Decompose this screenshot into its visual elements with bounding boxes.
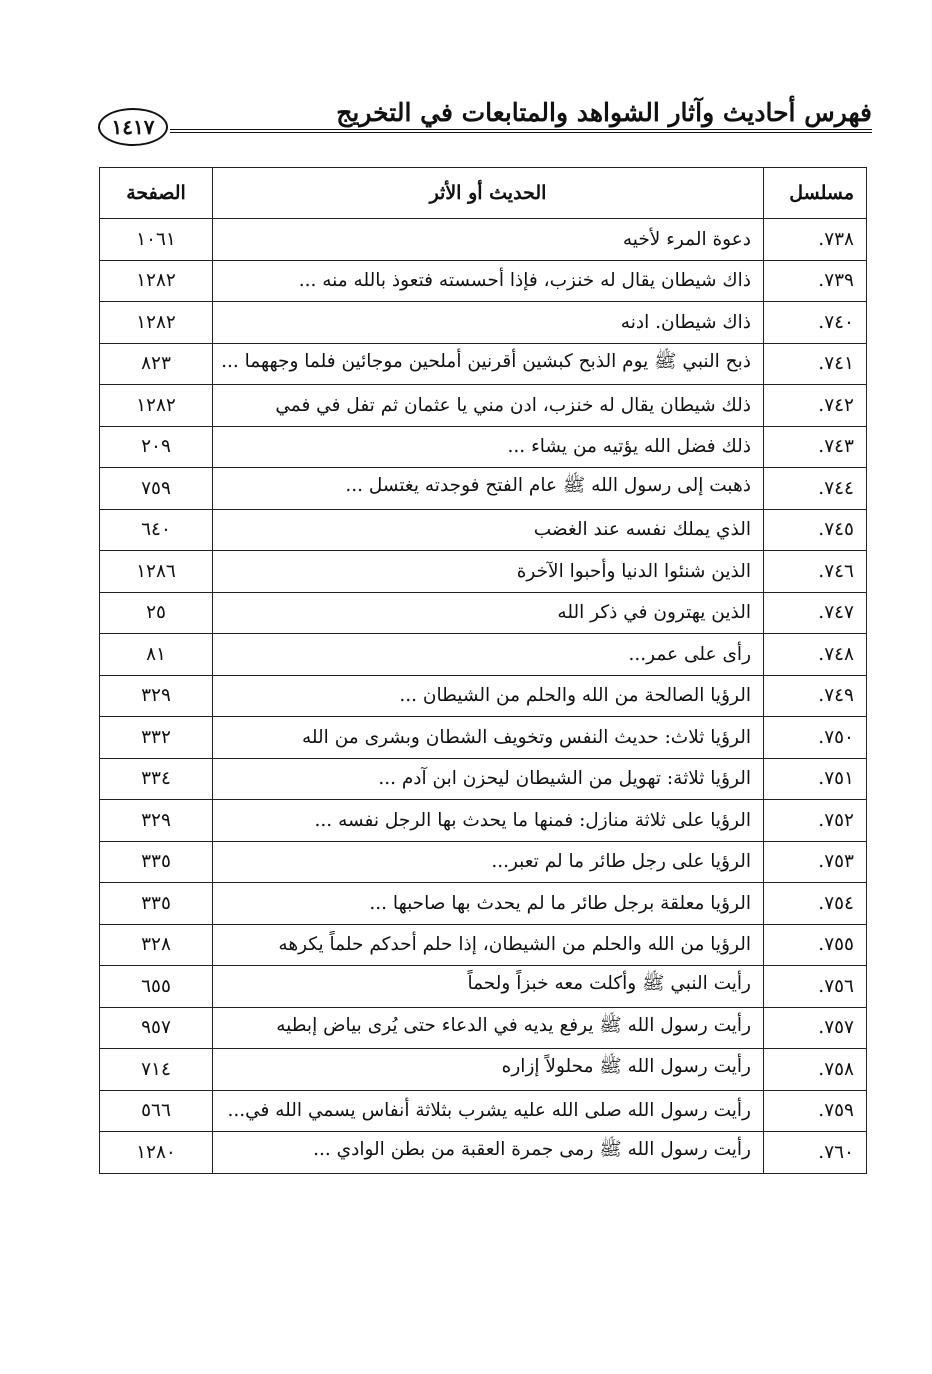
table-row (100, 1132, 867, 1174)
row-serial: ٧٤٢. (764, 385, 867, 427)
row-text: ذلك فضل الله يؤتيه من يشاء ... (213, 426, 764, 468)
row-page-number: ٣٢٨ (100, 924, 213, 966)
row-text: ذبح النبي ﷺ يوم الذبح كبشين أقرنين أملحين موجائين فلما وجههما ... (213, 343, 764, 385)
table-row (100, 634, 867, 676)
table-row (100, 758, 867, 800)
row-text: ذلك شيطان يقال له خنزب، ادن مني يا عثمان ثم تفل في فمي (213, 385, 764, 427)
row-serial: ٧٤٨. (764, 634, 867, 676)
table-body (100, 219, 867, 1174)
table-header-row (100, 168, 867, 219)
row-page-number: ٢٥ (100, 592, 213, 634)
hadith-index-table (99, 167, 867, 1174)
running-title: فهرس أحاديث وآثار الشواهد والمتابعات في التخريج (336, 98, 872, 127)
table-row (100, 219, 867, 261)
table-row (100, 551, 867, 593)
row-page-number: ٧١٤ (100, 1049, 213, 1091)
table-row (100, 883, 867, 925)
row-serial: ٧٥٦. (764, 966, 867, 1008)
table-row (100, 841, 867, 883)
row-page-number: ٣٢٩ (100, 675, 213, 717)
row-text: الرؤيا ثلاث: حديث النفس وتخويف الشطان وبشرى من الله (213, 717, 764, 759)
row-serial: ٧٥٠. (764, 717, 867, 759)
row-text: دعوة المرء لأخيه (213, 219, 764, 261)
row-text: الرؤيا على ثلاثة منازل: فمنها ما يحدث بها الرجل نفسه ... (213, 800, 764, 842)
table-row (100, 924, 867, 966)
page-header (92, 94, 872, 150)
row-page-number: ٧٥٩ (100, 468, 213, 510)
row-text: رأيت رسول الله صلى الله عليه يشرب بثلاثة أنفاس يسمي الله في... (213, 1090, 764, 1132)
row-page-number: ٢٠٩ (100, 426, 213, 468)
row-text: رأيت رسول الله ﷺ محلولاً إزاره (213, 1049, 764, 1091)
row-text: الذين يهترون في ذكر الله (213, 592, 764, 634)
row-page-number: ١٢٨٦ (100, 551, 213, 593)
row-serial: ٧٥١. (764, 758, 867, 800)
row-page-number: ١٢٨٠ (100, 1132, 213, 1174)
row-text: رأيت رسول الله ﷺ رمى جمرة العقبة من بطن الوادي ... (213, 1132, 764, 1174)
table-row (100, 1049, 867, 1091)
row-serial: ٧٤٥. (764, 509, 867, 551)
row-page-number: ١٢٨٢ (100, 385, 213, 427)
table-row (100, 800, 867, 842)
row-page-number: ١٢٨٢ (100, 302, 213, 344)
row-text: ذهبت إلى رسول الله ﷺ عام الفتح فوجدته يغتسل ... (213, 468, 764, 510)
table-row (100, 1090, 867, 1132)
table-row (100, 1007, 867, 1049)
column-header-serial: مسلسل (764, 168, 867, 219)
row-page-number: ٣٣٥ (100, 883, 213, 925)
row-serial: ٧٥٥. (764, 924, 867, 966)
row-serial: ٧٣٩. (764, 260, 867, 302)
table-row (100, 717, 867, 759)
row-serial: ٧٤٠. (764, 302, 867, 344)
row-text: الذين شنئوا الدنيا وأحبوا الآخرة (213, 551, 764, 593)
header-rule (170, 129, 872, 133)
table-row (100, 468, 867, 510)
row-serial: ٧٤١. (764, 343, 867, 385)
row-serial: ٧٥٣. (764, 841, 867, 883)
row-text: الذي يملك نفسه عند الغضب (213, 509, 764, 551)
row-serial: ٧٤٧. (764, 592, 867, 634)
row-serial: ٧٦٠. (764, 1132, 867, 1174)
row-page-number: ٦٥٥ (100, 966, 213, 1008)
row-page-number: ١٢٨٢ (100, 260, 213, 302)
table-row (100, 592, 867, 634)
row-serial: ٧٥٧. (764, 1007, 867, 1049)
row-page-number: ٩٥٧ (100, 1007, 213, 1049)
row-text: الرؤيا من الله والحلم من الشيطان، إذا حلم أحدكم حلماً يكرهه (213, 924, 764, 966)
table-row (100, 966, 867, 1008)
table-row (100, 675, 867, 717)
row-text: ذاك شيطان يقال له خنزب، فإذا أحسسته فتعوذ بالله منه ... (213, 260, 764, 302)
page-number-badge: ١٤١٧ (98, 108, 168, 146)
row-page-number: ٣٣٤ (100, 758, 213, 800)
row-page-number: ٦٤٠ (100, 509, 213, 551)
row-text: رأى على عمر... (213, 634, 764, 676)
column-header-text: الحديث أو الأثر (213, 168, 764, 219)
row-text: رأيت النبي ﷺ وأكلت معه خبزاً ولحماً (213, 966, 764, 1008)
row-text: الرؤيا ثلاثة: تهويل من الشيطان ليحزن ابن آدم ... (213, 758, 764, 800)
row-page-number: ١٠٦١ (100, 219, 213, 261)
row-page-number: ٣٢٩ (100, 800, 213, 842)
row-text: الرؤيا معلقة برجل طائر ما لم يحدث بها صاحبها ... (213, 883, 764, 925)
row-page-number: ٨١ (100, 634, 213, 676)
table-row (100, 509, 867, 551)
table-row (100, 260, 867, 302)
row-text: ذاك شيطان. ادنه (213, 302, 764, 344)
row-serial: ٧٤٤. (764, 468, 867, 510)
row-serial: ٧٤٣. (764, 426, 867, 468)
row-text: الرؤيا الصالحة من الله والحلم من الشيطان ... (213, 675, 764, 717)
row-page-number: ٥٦٦ (100, 1090, 213, 1132)
row-serial: ٧٣٨. (764, 219, 867, 261)
row-page-number: ٣٣٢ (100, 717, 213, 759)
row-serial: ٧٥٩. (764, 1090, 867, 1132)
column-header-page: الصفحة (100, 168, 213, 219)
row-text: الرؤيا على رجل طائر ما لم تعبر... (213, 841, 764, 883)
table-row (100, 385, 867, 427)
row-serial: ٧٤٩. (764, 675, 867, 717)
row-serial: ٧٥٤. (764, 883, 867, 925)
table-row (100, 302, 867, 344)
row-page-number: ٣٣٥ (100, 841, 213, 883)
row-serial: ٧٥٢. (764, 800, 867, 842)
row-serial: ٧٥٨. (764, 1049, 867, 1091)
table-row (100, 426, 867, 468)
row-serial: ٧٤٦. (764, 551, 867, 593)
table-row (100, 343, 867, 385)
row-text: رأيت رسول الله ﷺ يرفع يديه في الدعاء حتى يُرى بياض إبطيه (213, 1007, 764, 1049)
row-page-number: ٨٢٣ (100, 343, 213, 385)
